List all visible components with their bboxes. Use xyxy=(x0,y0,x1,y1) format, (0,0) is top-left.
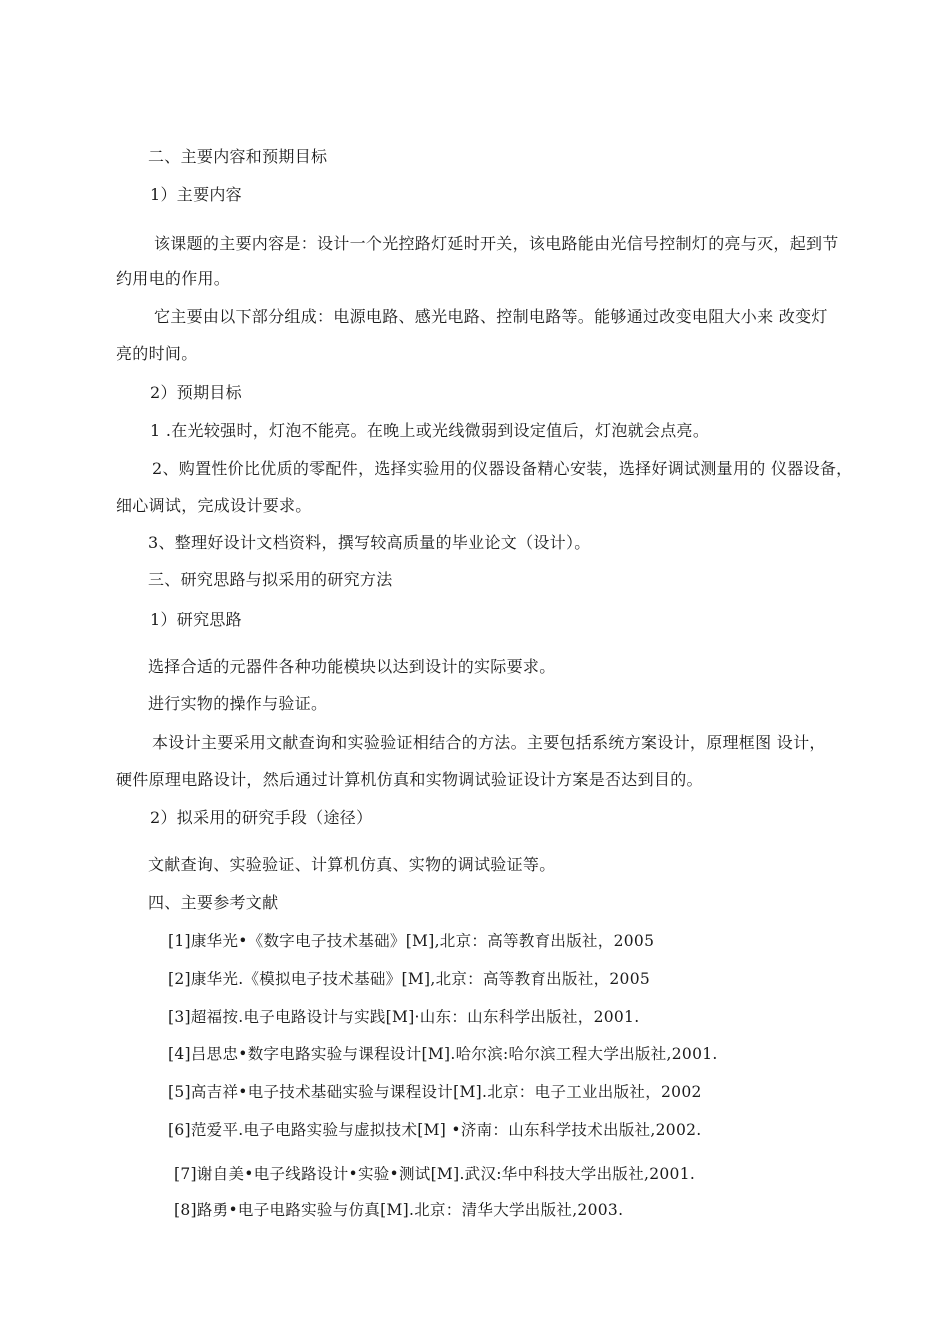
method-paragraph-line-2: 硬件原理电路设计，然后通过计算机仿真和实物调试验证设计方案是否达到目的。 xyxy=(116,770,703,789)
goal-1: 1 .在光较强时，灯泡不能亮。在晚上或光线微弱到设定值后，灯泡就会点亮。 xyxy=(150,421,710,440)
section-2-subheading-goals: 2）预期目标 xyxy=(150,383,242,402)
section-3-heading: 三、研究思路与拟采用的研究方法 xyxy=(148,570,393,589)
reference-item: [7]谢自美•电子线路设计•实验•测试[M].武汉:华中科技大学出版社,2001. xyxy=(174,1165,696,1183)
section-3-subheading-approach: 1）研究思路 xyxy=(150,610,242,629)
content-paragraph-2-line-2: 亮的时间。 xyxy=(116,344,198,363)
goal-2-line-2: 细心调试，完成设计要求。 xyxy=(116,496,312,515)
reference-item: [4]吕思忠•数字电路实验与课程设计[M].哈尔滨:哈尔滨工程大学出版社,2001. xyxy=(168,1045,718,1063)
reference-item: [3]超福按.电子电路设计与实践[M]·山东：山东科学出版社，2001. xyxy=(168,1008,640,1026)
section-4-heading: 四、主要参考文献 xyxy=(148,893,279,912)
reference-item: [2]康华光.《模拟电子技术基础》[M],北京：高等教育出版社，2005 xyxy=(168,970,651,988)
approach-line-1: 选择合适的元器件各种功能模块以达到设计的实际要求。 xyxy=(148,657,556,676)
reference-item: [5]高吉祥•电子技术基础实验与课程设计[M].北京：电子工业出版社，2002 xyxy=(168,1083,702,1101)
approach-line-2: 进行实物的操作与验证。 xyxy=(148,694,328,713)
content-paragraph-2-line-1: 它主要由以下部分组成：电源电路、感光电路、控制电路等。能够通过改变电阻大小来 改变灯 xyxy=(154,307,828,326)
goal-2-line-1: 2、购置性价比优质的零配件，选择实验用的仪器设备精心安装，选择好调试测量用的 仪器设备， xyxy=(152,459,853,478)
reference-item: [6]范爱平.电子电路实验与虚拟技术[M] •济南：山东科学技术出版社,2002. xyxy=(168,1121,702,1139)
method-paragraph-line-1: 本设计主要采用文献查询和实验验证相结合的方法。主要包括系统方案设计，原理框图 设计， xyxy=(152,733,826,752)
section-2-subheading-main-content: 1）主要内容 xyxy=(150,185,242,204)
content-paragraph-1-line-2: 约用电的作用。 xyxy=(116,269,231,288)
section-3-subheading-means: 2）拟采用的研究手段（途径） xyxy=(150,808,373,827)
goal-3: 3、整理好设计文档资料，撰写较高质量的毕业论文（设计）。 xyxy=(148,533,591,552)
reference-item: [1]康华光•《数字电子技术基础》[M],北京：高等教育出版社，2005 xyxy=(168,932,655,950)
reference-item: [8]路勇•电子电路实验与仿真[M].北京：清华大学出版社,2003. xyxy=(174,1201,624,1219)
research-means: 文献查询、实验验证、计算机仿真、实物的调试验证等。 xyxy=(148,855,556,874)
content-paragraph-1-line-1: 该课题的主要内容是：设计一个光控路灯延时开关，该电路能由光信号控制灯的亮与灭，起到节 xyxy=(154,234,839,253)
section-2-heading: 二、主要内容和预期目标 xyxy=(148,147,328,166)
